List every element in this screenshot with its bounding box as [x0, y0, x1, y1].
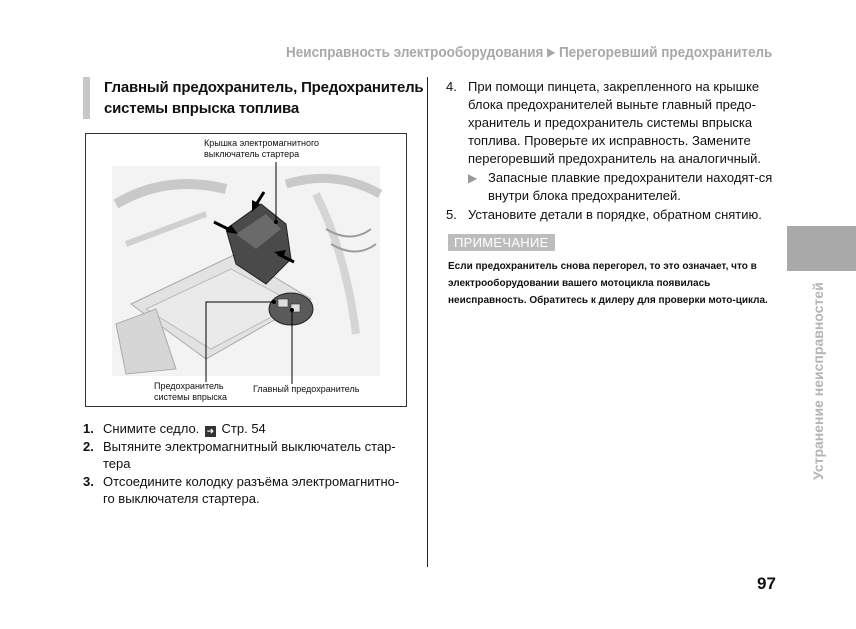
- page-header: [286, 44, 772, 61]
- motorcycle-schematic: [86, 134, 406, 406]
- page-reference-icon: ➜: [206, 426, 215, 436]
- step-number: 1.: [83, 421, 94, 436]
- step-number: 5.: [446, 207, 457, 222]
- header-section: Неисправность электрооборудования: [285, 44, 544, 61]
- chevron-right-icon: ▶: [546, 45, 555, 59]
- sub-note-text: Запасные плавкие предохранители находят-ся внутри блока предохранителей.: [488, 170, 773, 203]
- callout-fuel-injection-fuse: Предохранитель системы впрыска: [154, 381, 227, 402]
- step-text: Снимите седло.: [103, 421, 200, 436]
- header-subsection: Перегоревший предохранитель: [558, 44, 772, 61]
- steps-left: [83, 420, 408, 508]
- callout-main-fuse: Главный предохранитель: [253, 384, 360, 394]
- step-text: Установите детали в порядке, обратном снятию.: [468, 207, 762, 222]
- column-divider: [427, 77, 428, 567]
- section-tab: [787, 226, 856, 271]
- list-item: [83, 473, 408, 507]
- triangle-bullet-icon: ▶: [468, 171, 478, 185]
- step-text: При помощи пинцета, закрепленного на крышке блока предохранителей выньте главный предо-хранитель и предохранитель системы впрыска топлива. Проверьте их исправность. Замените перегоревший предохранитель на аналогичный.: [468, 79, 762, 166]
- page-number: 97: [757, 574, 776, 593]
- list-item: [446, 206, 776, 224]
- list-item: [83, 420, 408, 437]
- sidebar-section-label: Устранение неисправностей: [810, 282, 826, 480]
- list-item: [446, 78, 776, 168]
- page-reference[interactable]: Стр. 54: [221, 421, 266, 436]
- note-text: Если предохранитель снова перегорел, то это означает, что в электрооборудовании вашего мотоцикла появилась неисправность. Обратитесь к дилеру для проверки мото-цикла.: [448, 261, 768, 306]
- steps-right: [446, 78, 776, 225]
- sub-note: [446, 169, 776, 205]
- step-number: 2.: [83, 439, 94, 454]
- note-label: ПРИМЕЧАНИЕ: [448, 234, 555, 251]
- section-title: Главный предохранитель, Предохранитель системы впрыска топлива: [83, 77, 424, 119]
- step-text: Отсоедините колодку разъёма электромагнитно-го выключателя стартера.: [103, 474, 400, 506]
- step-number: 4.: [446, 79, 457, 94]
- step-text: Вытяните электромагнитный выключатель стар-тера: [103, 439, 396, 471]
- callout-starter-cover: Крышка электромагнитного выключатель стартера: [204, 138, 320, 159]
- step-number: 3.: [83, 474, 94, 489]
- list-item: [83, 438, 408, 472]
- fuse-box-illustration: [85, 133, 407, 407]
